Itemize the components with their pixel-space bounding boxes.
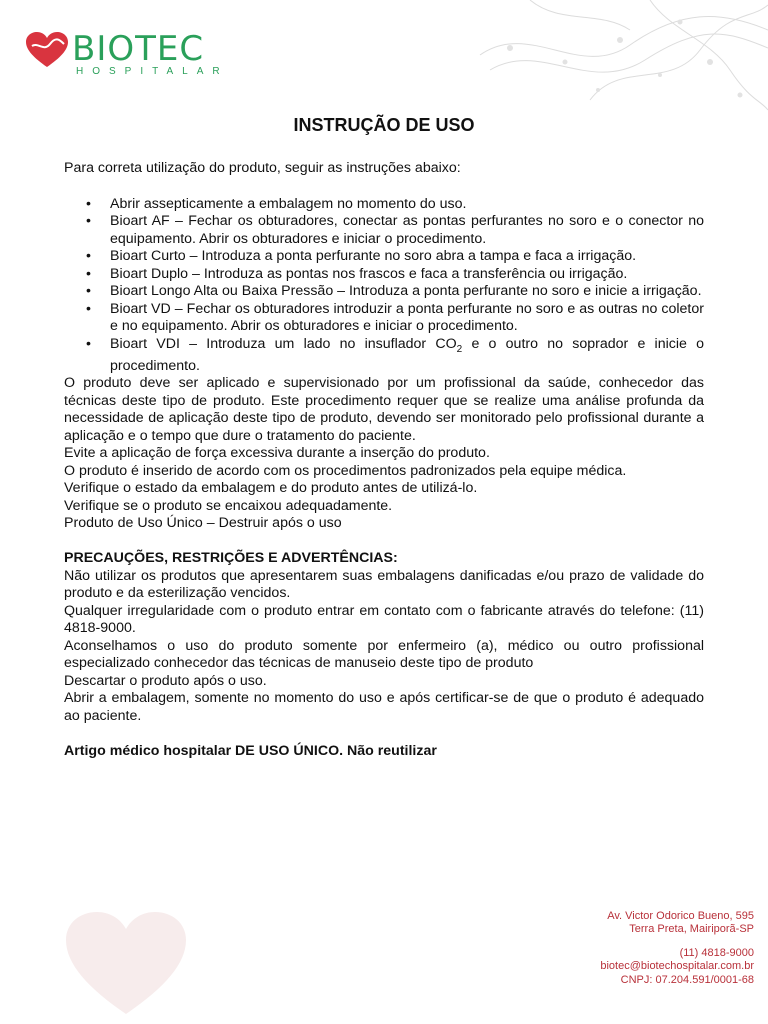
logo-wordmark: BIOTEC [72,29,205,69]
precaution-paragraph: Abrir a embalagem, somente no momento do uso e após certificar-se de que o produto é adequado ao paciente. [64,690,704,724]
paragraph: Evite a aplicação de força excessiva durante a inserção do produto. [64,445,490,462]
intro-text: Para correta utilização do produto, seguir as instruções abaixo: [64,160,461,176]
list-item: • Abrir assepticamente a embalagem no momento do uso. [110,196,704,214]
precaution-paragraph: Qualquer irregularidade com o produto entrar em contato com o fabricante através do telefone: (11) 4818-9000. [64,602,704,637]
paragraph: O produto é inserido de acordo com os procedimentos padronizados pela equipe médica. [64,462,627,479]
spacer [64,725,704,743]
document-title: INSTRUÇÃO DE USO [293,115,475,135]
list-item-vdi [110,336,704,376]
address-line-2: Terra Preta, Mairiporã-SP [629,923,754,936]
co2-subscript: 2 [456,343,463,355]
precaution-paragraph: Aconselhamos o uso do produto somente por enfermeiro (a), médico ou outro profissional especializado conhecedor das técnicas de manuseio deste tipo de produto [64,637,704,672]
decorative-line-art [470,0,768,120]
list-item: • Bioart Duplo – Introduza as pontas nos frascos e faca a transferência ou irrigação. [110,266,704,284]
spacer [514,937,754,947]
footer-contact [514,910,754,987]
list-item: • Bioart AF – Fechar os obturadores, conectar as pontas perfurantes no soro e o conector no equipamento. Abrir os obturadores e iniciar o procedimento. [110,213,704,248]
precaution-paragraph: Não utilizar os produtos que apresentarem suas embalagens danificadas e/ou prazo de validade do produto e da esterilização vencidos. [64,567,704,602]
list-item: • Bioart Curto – Introduza a ponta perfurante no soro abra a tampa e faca a irrigação. [110,248,704,266]
co2-formula [435,335,463,355]
spacer [64,533,704,551]
precautions-heading: PRECAUÇÕES, RESTRIÇÕES E ADVERTÊNCIAS: [64,550,398,567]
list-item: • Bioart VD – Fechar os obturadores introduzir a ponta perfurante no soro e as outras no coletor e no equipamento. Abrir os obturadores e iniciar o procedimento. [110,301,704,336]
paragraph: Verifique se o produto se encaixou adequadamente. [64,497,393,514]
list-item: • Bioart Longo Alta ou Baixa Pressão – Introduza a ponta perfurante no soro e inicie a irrigação. [110,283,704,301]
address-line-1: Av. Victor Odorico Bueno, 595 [607,910,754,922]
watermark-heart-icon [66,912,186,1016]
cnpj: CNPJ: 07.204.591/0001-68 [620,973,754,986]
email: biotec@biotechospitalar.com.br [600,960,754,973]
paragraph: Verifique o estado da embalagem e do produto antes de utilizá-lo. [64,480,478,497]
phone: (11) 4818-9000 [679,946,754,959]
precaution-paragraph: Descartar o produto após o uso. [64,672,267,689]
final-note: Artigo médico hospitalar DE USO ÚNICO. Não reutilizar [64,742,437,759]
paragraph: O produto deve ser aplicado e supervisionado por um profissional da saúde, conhecedor das técnicas deste tipo de produto. Este procedimento requer que se realize uma análise profunda da necessidade de aplicação deste tipo de produto, devendo ser monitorado pelo profissional durante a aplicação e o tempo que dure o tratamento do paciente. [64,375,704,444]
document-body [64,160,704,760]
instruction-list [64,196,704,376]
paragraph: Produto de Uso Único – Destruir após o uso [64,515,342,532]
co2-co: CO [435,335,457,352]
vdi-text-start: Bioart VDI – Introduza um lado no insuflador [110,335,436,352]
biotec-logo [26,30,231,78]
vdi-text-end: e o outro no soprador e inicie o procedimento. [110,335,705,374]
heart-icon [26,32,68,68]
logo-subtitle: HOSPITALAR [76,66,229,77]
